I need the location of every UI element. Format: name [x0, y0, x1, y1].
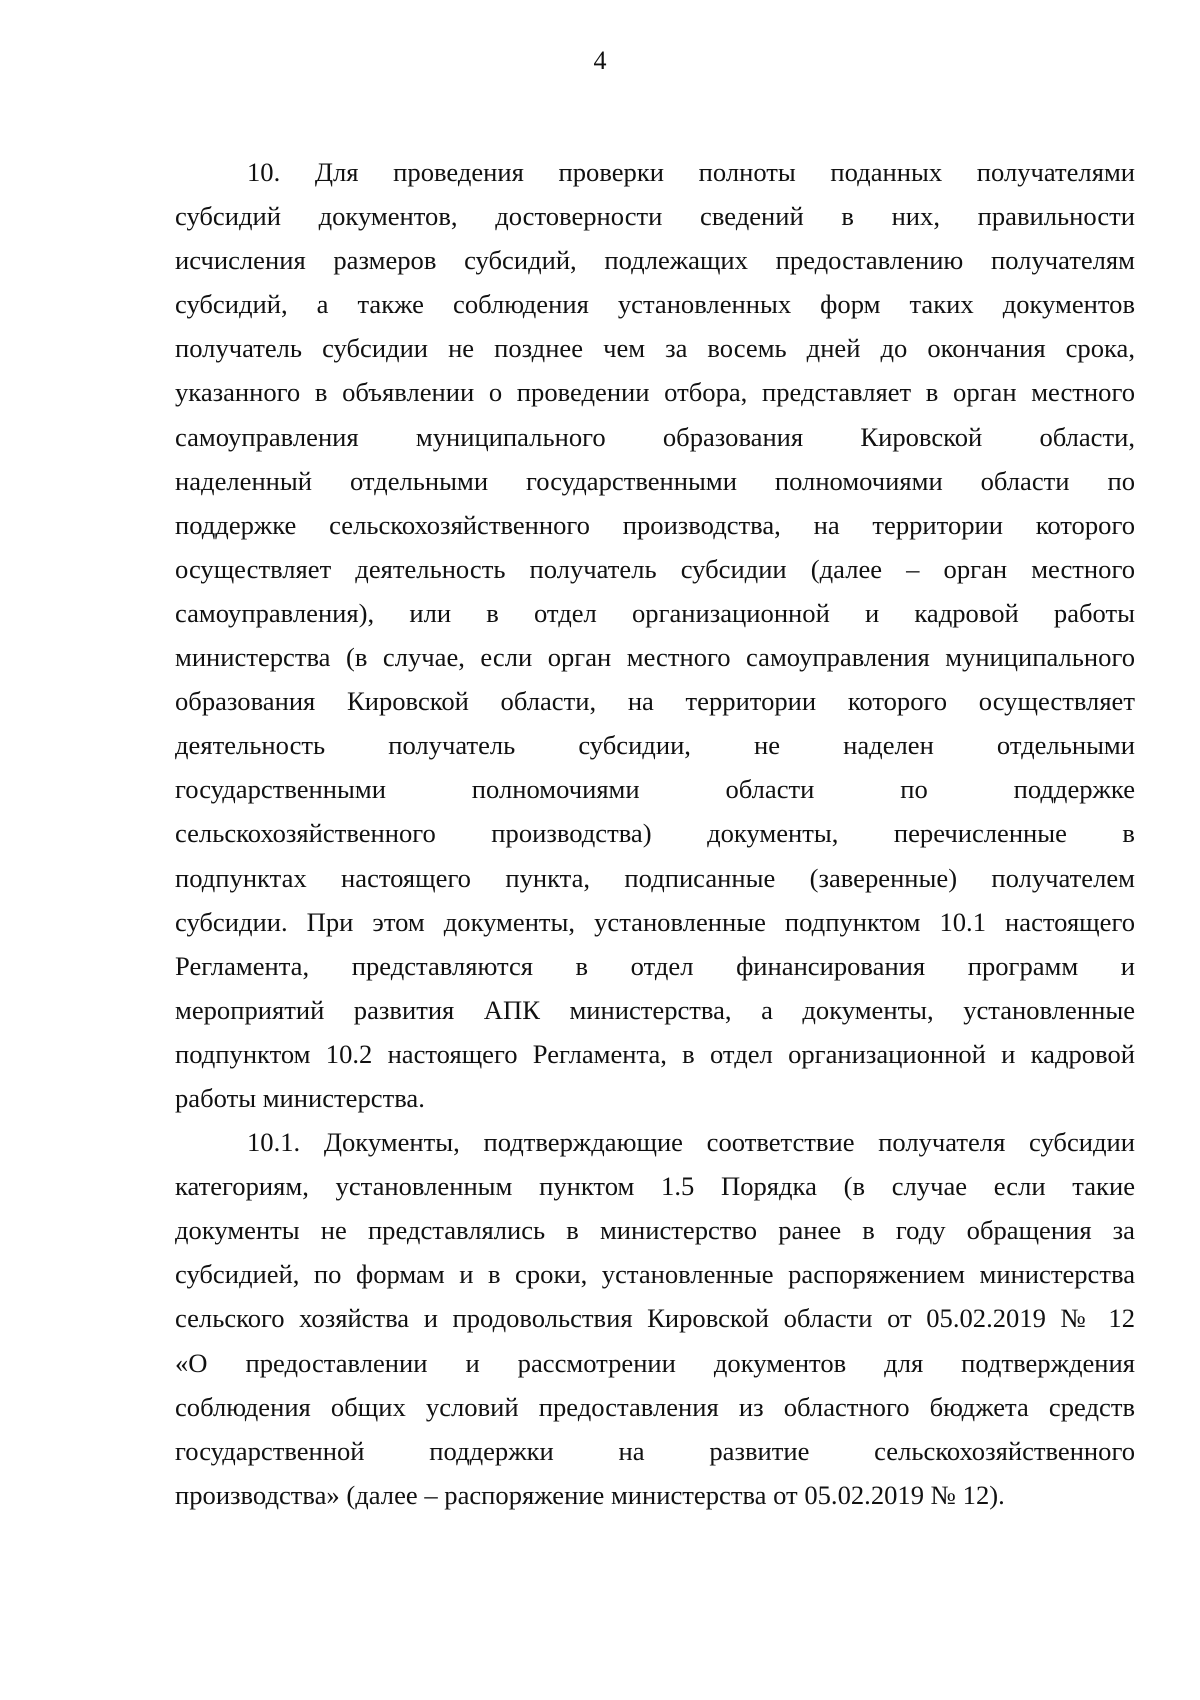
text-line: самоуправления муниципального образования Кировской области, — [175, 421, 1135, 452]
text-line: сельскохозяйственного производства) документы, перечисленные в — [175, 818, 1135, 849]
text-line: документы не представлялись в министерство ранее в году обращения за — [175, 1215, 1135, 1246]
text-line: работы министерства. — [175, 1082, 425, 1113]
text-line: самоуправления), или в отдел организационной и кадровой работы — [175, 597, 1135, 628]
text-line: субсидии. При этом документы, установленные подпунктом 10.1 настоящего — [175, 906, 1135, 937]
text-line: подпунктом 10.2 настоящего Регламента, в отдел организационной и кадровой — [175, 1038, 1135, 1069]
text-line: поддержке сельскохозяйственного производства, на территории которого — [175, 509, 1135, 540]
text-line: министерства (в случае, если орган местного самоуправления муниципального — [175, 642, 1135, 673]
page-number: 4 — [593, 46, 607, 75]
paragraph-10 — [175, 150, 1135, 1120]
text-line: категориям, установленным пунктом 1.5 Порядка (в случае если такие — [175, 1171, 1135, 1202]
text-line: государственными полномочиями области по поддержке — [175, 774, 1135, 805]
text-line: сельского хозяйства и продовольствия Кировской области от 05.02.2019 № 12 — [175, 1303, 1135, 1334]
text-line: осуществляет деятельность получатель субсидии (далее – орган местного — [175, 553, 1135, 584]
text-line: указанного в объявлении о проведении отбора, представляет в орган местного — [175, 377, 1135, 408]
text-line: 10. Для проведения проверки полноты поданных получателями — [247, 157, 1135, 187]
text-line: производства» (далее – распоряжение министерства от 05.02.2019 № 12). — [175, 1479, 1005, 1510]
text-line: образования Кировской области, на территории которого осуществляет — [175, 686, 1135, 717]
text-line: наделенный отдельными государственными полномочиями области по — [175, 465, 1135, 496]
text-line: Регламента, представляются в отдел финансирования программ и — [175, 950, 1135, 981]
text-line: субсидий документов, достоверности сведений в них, правильности — [175, 201, 1135, 232]
text-line: мероприятий развития АПК министерства, а документы, установленные — [175, 994, 1135, 1025]
text-line: исчисления размеров субсидий, подлежащих предоставлению получателям — [175, 245, 1135, 276]
document-body — [175, 150, 1135, 1517]
text-line: субсидий, а также соблюдения установленных форм таких документов — [175, 289, 1135, 320]
text-line: деятельность получатель субсидии, не наделен отдельными — [175, 730, 1135, 761]
text-line: 10.1. Документы, подтверждающие соответствие получателя субсидии — [247, 1127, 1135, 1158]
text-line: соблюдения общих условий предоставления из областного бюджета средств — [175, 1391, 1135, 1422]
text-line: «О предоставлении и рассмотрении документов для подтверждения — [175, 1347, 1135, 1378]
text-line: получатель субсидии не позднее чем за восемь дней до окончания срока, — [175, 333, 1135, 364]
paragraph-10-1 — [175, 1120, 1135, 1517]
text-line: подпунктах настоящего пункта, подписанные (заверенные) получателем — [175, 862, 1135, 893]
text-line: субсидией, по формам и в сроки, установленные распоряжением министерства — [175, 1259, 1135, 1290]
text-line: государственной поддержки на развитие сельскохозяйственного — [175, 1435, 1135, 1466]
